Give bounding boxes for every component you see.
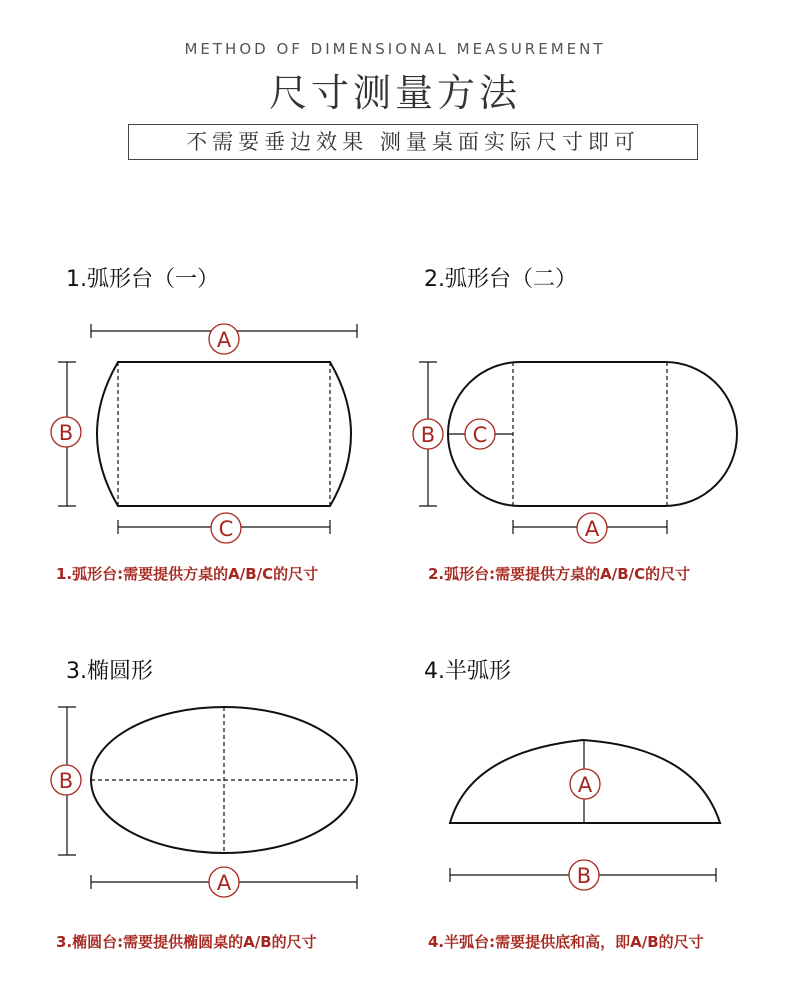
marker-b-label: B	[58, 421, 74, 445]
section-3-caption: 3.椭圆台:需要提供椭圆桌的A/B的尺寸	[56, 933, 317, 951]
diagram-1	[58, 324, 357, 534]
marker-a-label: A	[584, 517, 600, 541]
diagram-3-markers	[51, 765, 239, 897]
marker-c-label: C	[218, 517, 234, 541]
section-3-title: 3.椭圆形	[66, 659, 153, 684]
diagram-4-markers	[569, 769, 600, 890]
section-4-caption: 4.半弧台:需要提供底和高，即A/B的尺寸	[428, 933, 704, 951]
marker-b-label: B	[420, 423, 436, 447]
marker-b-label: B	[576, 864, 592, 888]
diagram-1-shape	[97, 362, 351, 506]
diagram-1-markers	[51, 324, 241, 543]
section-2-caption: 2.弧形台:需要提供方桌的A/B/C的尺寸	[428, 565, 691, 583]
marker-b-label: B	[58, 769, 74, 793]
section-1-title: 1.弧形台（一）	[66, 267, 219, 292]
subtitle-box: 不需要垂边效果 测量桌面实际尺寸即可	[128, 124, 698, 160]
section-4-title: 4.半弧形	[424, 659, 511, 684]
marker-c-label: C	[472, 423, 488, 447]
diagram-2	[419, 362, 737, 534]
diagram-3	[58, 707, 357, 889]
eyebrow-text: METHOD OF DIMENSIONAL MEASUREMENT	[184, 40, 606, 58]
marker-a-label: A	[577, 773, 593, 797]
marker-a-label: A	[216, 871, 232, 895]
section-2-title: 2.弧形台（二）	[424, 267, 577, 292]
marker-a-label: A	[216, 328, 232, 352]
diagram-2-markers	[413, 419, 607, 543]
page-title: 尺寸测量方法	[268, 71, 521, 115]
section-1-caption: 1.弧形台:需要提供方桌的A/B/C的尺寸	[56, 565, 319, 583]
